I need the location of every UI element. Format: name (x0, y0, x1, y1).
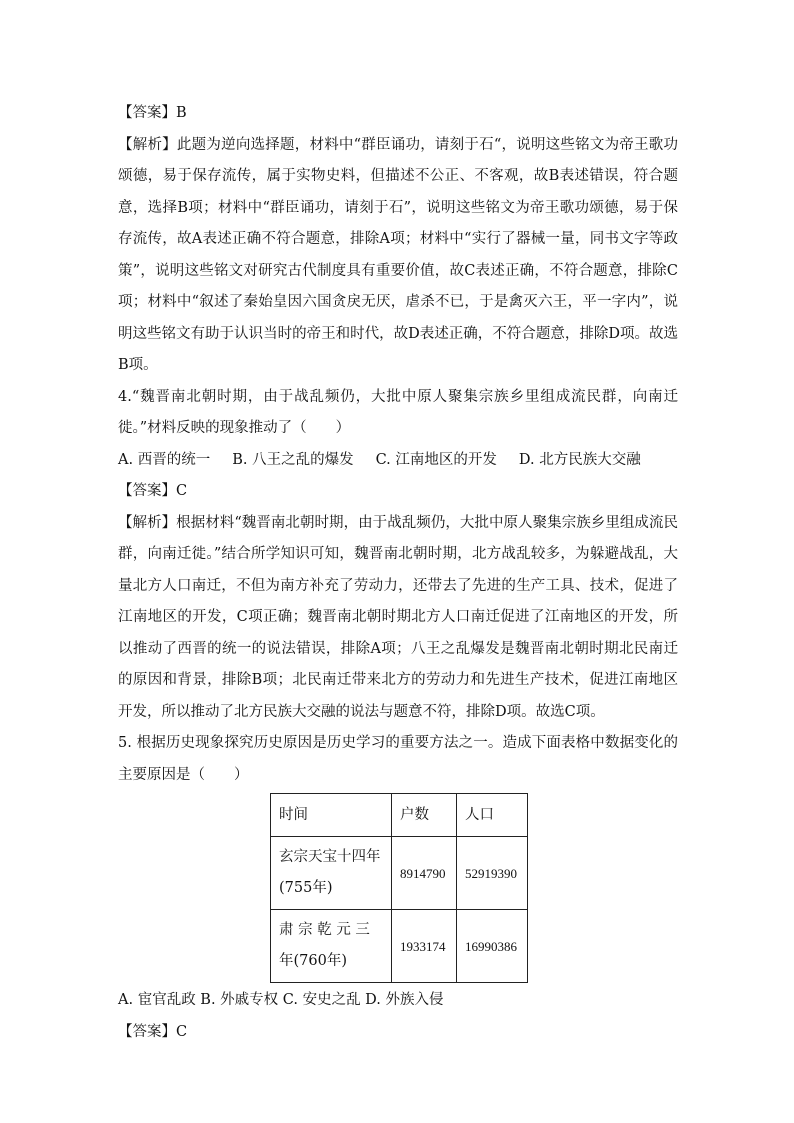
document-page (118, 98, 678, 1048)
q5-options: A. 宦官乱政 B. 外戚专权 C. 安史之乱 D. 外族入侵 (118, 992, 444, 1008)
q4-options (118, 445, 678, 477)
q5-stem: 5. 根据历史现象探究历史原因是历史学习的重要方法之一。造成下面表格中数据变化的主要原因是（ ） (118, 735, 678, 783)
table-cell: 8914790 (392, 837, 457, 910)
q4-option-c: C. 江南地区的开发 (375, 451, 497, 468)
q4-stem: 4.“魏晋南北朝时期，由于战乱频仍，大批中原人聚集宗族乡里组成流民群，向南迁徙。”材料反映的现象推动了（ ） (118, 388, 678, 436)
table-cell: 玄宗天宝十四年(755年) (271, 837, 392, 910)
table-row (271, 837, 528, 910)
q4-analysis: 【解析】根据材料“魏晋南北朝时期，由于战乱频仍，大批中原人聚集宗族乡里组成流民群，向南迁徙。”结合所学知识可知，魏晋南北朝时期，北方战乱较多，为躲避战乱，大量北方人口南迁，不但为南方补充了劳动力，还带去了先进的生产工具、技术，促进了江南地区的开发，C项正确；魏晋南北朝时期北方人口南迁促进了江南地区的开发，所以推动了西晋的统一的说法错误，排除A项；八王之乱爆发是魏晋南北朝时期北民南迁的原因和背景，排除B项；北民南迁带来北方的劳动力和先进生产技术，促进江南地区开发，所以推动了北方民族大交融的说法与题意不符，排除D项。故选C项。 (118, 514, 678, 720)
table-cell: 肃 宗 乾 元 三 年(760年) (271, 910, 392, 983)
population-table (270, 793, 528, 983)
table-header-cell: 人口 (457, 794, 528, 837)
q4-option-a: A. 西晋的统一 (118, 451, 211, 468)
table-cell: 16990386 (457, 910, 528, 983)
q4-option-d: D. 北方民族大交融 (518, 451, 641, 468)
table-cell: 52919390 (457, 837, 528, 910)
table-header-cell: 时间 (271, 794, 392, 837)
q3-answer: 【答案】B (118, 105, 187, 121)
table-cell: 1933174 (392, 910, 457, 983)
q4-option-b: B. 八王之乱的爆发 (232, 451, 354, 468)
q5-answer: 【答案】C (118, 1023, 188, 1040)
q4-answer: 【答案】C (118, 483, 188, 499)
table-row (271, 910, 528, 983)
q3-analysis: 【解析】此题为逆向选择题，材料中“群臣诵功，请刻于石“，说明这些铭文为帝王歌功颂德，易于保存流传，属于实物史料，但描述不公正、不客观，故B表述错误，符合题意，选择B项；材料中“群臣诵功，请刻于石”，说明这些铭文为帝王歌功颂德，易于保存流传，故A表述正确不符合题意，排除A项；材料中“实行了器械一量，同书文字等政策”，说明这些铭文对研究古代制度具有重要价值，故C表述正确，不符合题意，排除C项；材料中“叙述了秦始皇因六国贪戾无厌，虐杀不已，于是禽灭六王，平一字内”，说明这些铭文有助于认识当时的帝王和时代，故D表述正确，不符合题意，排除D项。故选B项。 (118, 136, 678, 373)
table-header-row (271, 794, 528, 837)
table-header-cell: 户数 (392, 794, 457, 837)
